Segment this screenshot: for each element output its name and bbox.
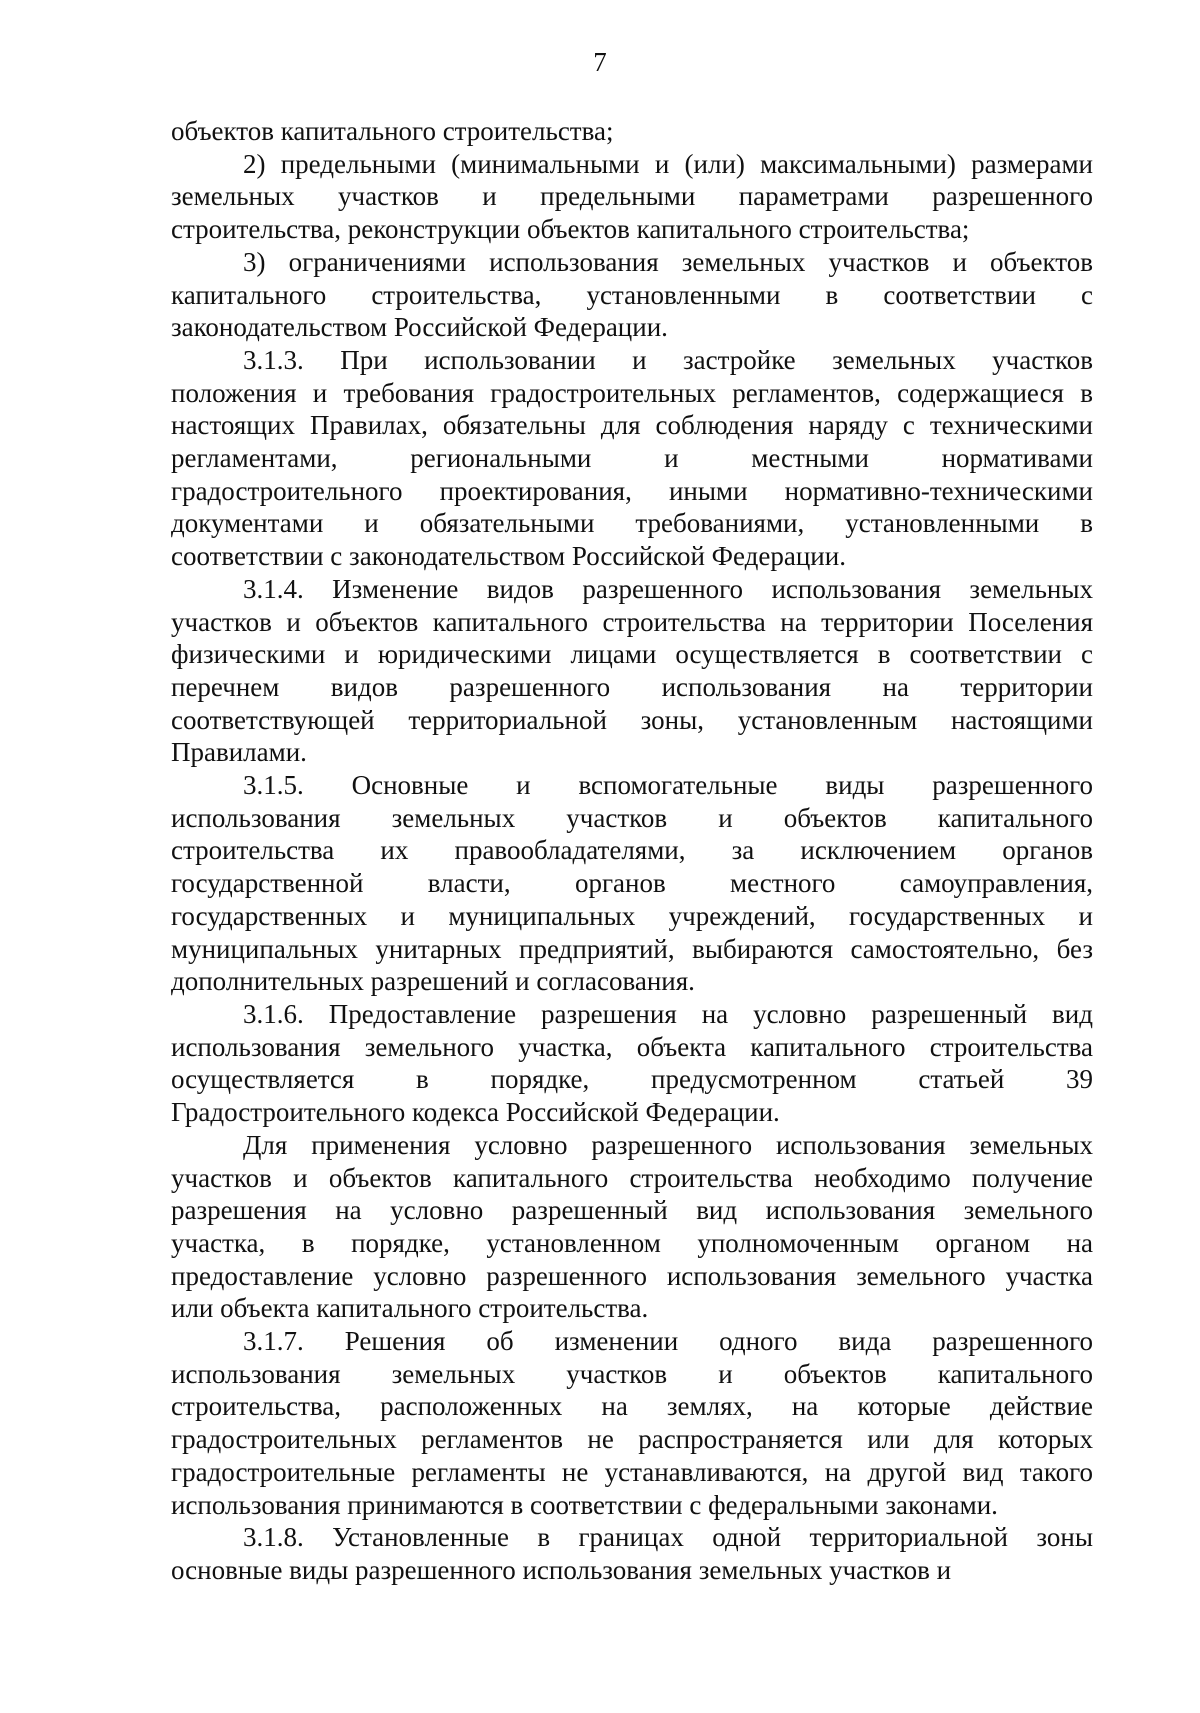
paragraph: [171, 148, 1093, 246]
paragraph: [171, 769, 1093, 998]
text-line: осуществляется в порядке, предусмотренном статьей 39: [171, 1064, 1093, 1095]
text-line: государственной власти, органов местного самоуправления,: [171, 868, 1093, 899]
text-line: Для применения условно разрешенного использования земельных: [243, 1129, 1093, 1160]
text-line: 3.1.5. Основные и вспомогательные виды разрешенного: [243, 770, 1093, 801]
text-line: земельных участков и предельными параметрами разрешенного: [171, 181, 1093, 212]
text-line: перечнем видов разрешенного использования на территории: [171, 671, 1093, 702]
text-line: 3.1.7. Решения об изменении одного вида разрешенного: [243, 1326, 1093, 1357]
text-line: законодательством Российской Федерации.: [171, 312, 668, 343]
text-line: документами и обязательными требованиями, установленными в: [171, 508, 1093, 539]
text-line: Правилами.: [171, 737, 307, 768]
paragraph: [171, 573, 1093, 769]
text-line: государственных и муниципальных учреждений, государственных и: [171, 900, 1093, 931]
text-line: строительства их правообладателями, за исключением органов: [171, 835, 1093, 866]
text-line: объектов капитального строительства;: [171, 116, 614, 146]
text-line: участков и объектов капитального строительства необходимо получение: [171, 1162, 1093, 1193]
paragraph: [171, 998, 1093, 1129]
text-line: использования земельного участка, объекта капитального строительства: [171, 1031, 1093, 1062]
text-line: 3.1.3. При использовании и застройке земельных участков: [243, 344, 1093, 375]
text-line: соответствии с законодательством Российской Федерации.: [171, 541, 846, 572]
text-line: участка, в порядке, установленном уполномоченным органом на: [171, 1227, 1093, 1258]
text-line: положения и требования градостроительных регламентов, содержащиеся в: [171, 377, 1093, 408]
paragraph: [171, 246, 1093, 344]
text-line: использования земельных участков и объектов капитального: [171, 802, 1093, 833]
page-number: 7: [593, 47, 607, 77]
text-line: основные виды разрешенного использования земельных участков и: [171, 1554, 952, 1585]
text-line: 3.1.4. Изменение видов разрешенного использования земельных: [243, 573, 1093, 604]
text-line: использования земельных участков и объектов капитального: [171, 1358, 1093, 1389]
text-line: градостроительные регламенты не устанавливаются, на другой вид такого: [171, 1456, 1093, 1487]
text-line: 3.1.6. Предоставление разрешения на условно разрешенный вид: [243, 998, 1093, 1029]
text-line: капитального строительства, установленными в соответствии с: [171, 279, 1093, 310]
text-line: использования принимаются в соответствии с федеральными законами.: [171, 1489, 998, 1520]
text-line: Градостроительного кодекса Российской Федерации.: [171, 1097, 780, 1128]
text-line: регламентами, региональными и местными нормативами: [171, 443, 1093, 474]
text-line: дополнительных разрешений и согласования.: [171, 966, 695, 997]
text-line: строительства, реконструкции объектов капитального строительства;: [171, 214, 970, 245]
text-line: градостроительных регламентов не распространяется или для которых: [171, 1424, 1093, 1455]
text-line: настоящих Правилах, обязательны для соблюдения наряду с техническими: [171, 410, 1093, 441]
text-line: соответствующей территориальной зоны, установленным настоящими: [171, 704, 1093, 735]
text-line: 3) ограничениями использования земельных участков и объектов: [243, 246, 1093, 277]
paragraph: [171, 1129, 1093, 1325]
text-line: строительства, расположенных на землях, на которые действие: [171, 1391, 1093, 1422]
text-line: или объекта капитального строительства.: [171, 1293, 649, 1324]
paragraph: [171, 1521, 1093, 1586]
paragraph: [171, 115, 1093, 148]
text-line: физическими и юридическими лицами осуществляется в соответствии с: [171, 639, 1093, 670]
text-line: муниципальных унитарных предприятий, выбираются самостоятельно, без: [171, 933, 1093, 964]
text-line: 3.1.8. Установленные в границах одной территориальной зоны: [243, 1522, 1093, 1553]
text-line: предоставление условно разрешенного использования земельного участка: [171, 1260, 1093, 1291]
text-line: градостроительного проектирования, иными нормативно-техническими: [171, 475, 1093, 506]
paragraph: [171, 1325, 1093, 1521]
text-line: 2) предельными (минимальными и (или) максимальными) размерами: [243, 148, 1093, 179]
paragraph: [171, 344, 1093, 573]
document-body: [171, 115, 1093, 1587]
text-line: разрешения на условно разрешенный вид использования земельного: [171, 1195, 1093, 1226]
text-line: участков и объектов капитального строительства на территории Поселения: [171, 606, 1093, 637]
